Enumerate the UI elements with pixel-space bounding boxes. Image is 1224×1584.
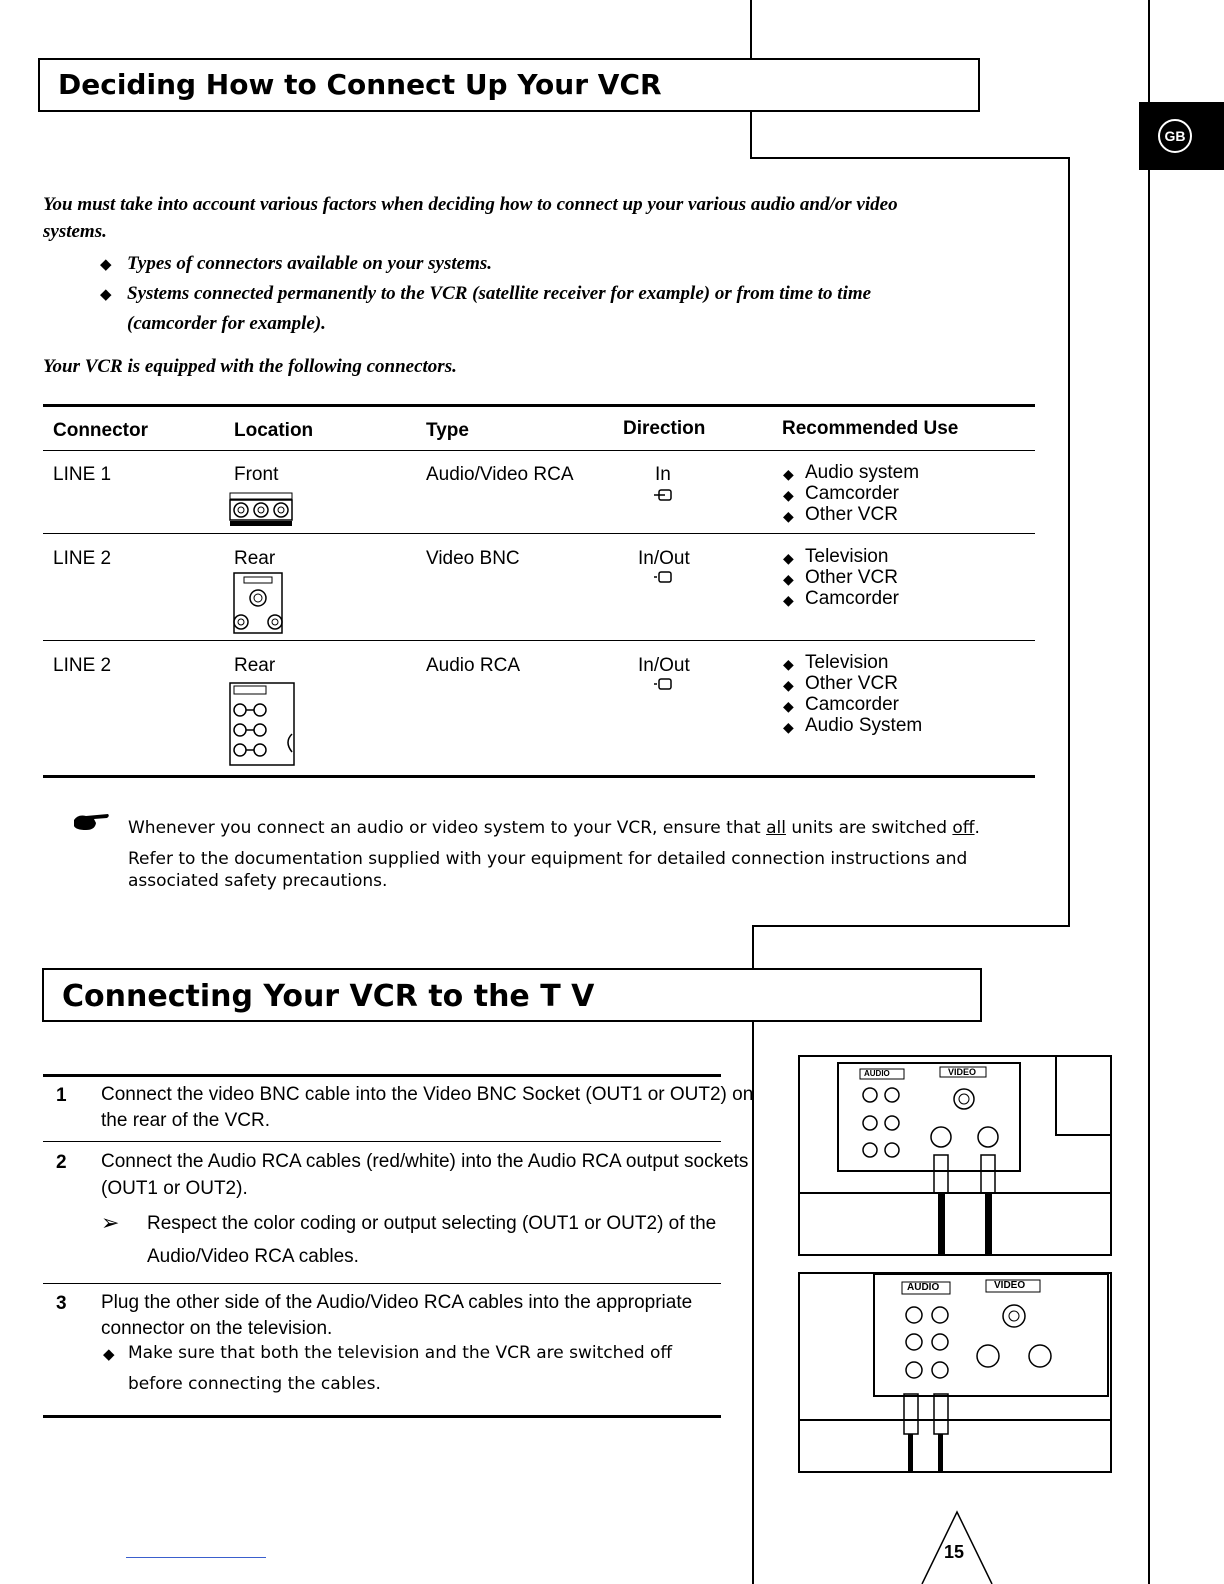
sub-bullet-text: before connecting the cables. — [128, 1374, 381, 1394]
step-text: Connect the video BNC cable into the Video BNC Socket (OUT1 or OUT2) on — [101, 1084, 754, 1105]
in-out-direction-icon — [653, 677, 673, 691]
use-item: Television — [805, 652, 889, 673]
step-text: Connect the Audio RCA cables (red/white) into the Audio RCA output sockets — [101, 1151, 749, 1172]
table-cell-connector: LINE 2 — [53, 548, 112, 569]
use-item: Audio system — [805, 462, 920, 483]
table-cell-location: Rear — [234, 655, 276, 676]
note-line: Refer to the documentation supplied with your equipment for detailed connection instructions and — [128, 849, 968, 869]
pointing-hand-icon — [70, 810, 110, 834]
diagram-video-label: VIDEO — [948, 1067, 977, 1077]
table-header-use: Recommended Use — [782, 418, 959, 439]
note-text: . — [974, 818, 980, 838]
use-item: Other VCR — [805, 567, 898, 588]
section-title-box — [38, 58, 980, 112]
step-text: connector on the television. — [101, 1318, 333, 1339]
table-header-type: Type — [426, 420, 469, 441]
frame-line — [752, 925, 1070, 927]
bullet-diamond-icon: ◆ — [783, 677, 794, 693]
bullet-diamond-icon: ◆ — [783, 698, 794, 714]
bullet-diamond-icon: ◆ — [783, 571, 794, 587]
frame-line — [750, 0, 752, 58]
table-header-rule — [43, 450, 1035, 451]
bullet-text: Types of connectors available on your systems. — [127, 253, 493, 274]
note-text: Whenever you connect an audio or video system to your VCR, ensure that — [128, 818, 767, 838]
table-header-direction: Direction — [623, 418, 706, 439]
page-number: 15 — [944, 1542, 965, 1562]
table-cell-type: Audio RCA — [426, 655, 520, 676]
step-rule — [43, 1141, 721, 1142]
note-line — [128, 818, 980, 838]
section-title-box — [42, 968, 982, 1022]
table-row-rule — [43, 533, 1035, 534]
table-row-rule — [43, 640, 1035, 641]
bullet-diamond-icon: ◆ — [783, 550, 794, 566]
bullet-diamond-icon: ◆ — [103, 1346, 115, 1363]
step-number: 1 — [56, 1085, 67, 1106]
table-cell-direction: In — [655, 464, 671, 485]
table-cell-type: Video BNC — [426, 548, 520, 569]
diagram-audio-label: AUDIO — [907, 1282, 940, 1293]
tip-text: Audio/Video RCA cables. — [147, 1246, 359, 1267]
sub-bullet-text: Make sure that both the television and the VCR are switched off — [128, 1343, 673, 1363]
use-item: Camcorder — [805, 588, 899, 609]
table-header-connector: Connector — [53, 420, 148, 441]
frame-line — [1148, 170, 1150, 1584]
note-emphasis-all: all — [766, 818, 786, 838]
frame-line — [750, 157, 1070, 159]
bullet-diamond-icon: ◆ — [783, 656, 794, 672]
note-line: associated safety precautions. — [128, 871, 388, 891]
connection-diagram-top — [798, 1055, 1112, 1256]
intro-text: systems. — [43, 221, 107, 242]
use-item: Television — [805, 546, 889, 567]
section-title: Connecting Your VCR to the T V — [62, 979, 595, 1014]
bullet-diamond-icon: ◆ — [100, 286, 112, 303]
table-cell-location: Front — [234, 464, 279, 485]
frame-line — [1148, 0, 1150, 102]
use-item: Other VCR — [805, 673, 898, 694]
bullet-text: Systems connected permanently to the VCR (satellite receiver for example) or from time to time — [127, 283, 872, 304]
input-direction-icon — [653, 488, 673, 502]
front-rca-connector-icon — [229, 492, 293, 528]
language-tab — [1139, 102, 1224, 170]
table-cell-type: Audio/Video RCA — [426, 464, 574, 485]
step-number: 2 — [56, 1152, 67, 1173]
intro-text: You must take into account various factors when deciding how to connect up your various audio and/or video — [43, 194, 898, 215]
use-item: Audio System — [805, 715, 923, 736]
section-title: Deciding How to Connect Up Your VCR — [58, 68, 662, 101]
steps-bottom-rule — [43, 1415, 721, 1418]
rear-bnc-connector-icon — [229, 572, 287, 636]
diagram-video-label: VIDEO — [994, 1280, 1026, 1291]
table-cell-connector: LINE 1 — [53, 464, 112, 485]
step-number: 3 — [56, 1293, 67, 1314]
table-bottom-rule — [43, 775, 1035, 778]
step-rule — [43, 1283, 721, 1284]
rear-audio-rca-connector-icon — [228, 682, 298, 768]
table-cell-location: Rear — [234, 548, 276, 569]
note-emphasis-off: off — [952, 818, 975, 838]
note-text: units are switched — [785, 818, 953, 838]
footer-rule — [126, 1557, 266, 1558]
equipped-text: Your VCR is equipped with the following connectors. — [43, 356, 457, 377]
step-text: (OUT1 or OUT2). — [101, 1178, 248, 1199]
table-top-rule — [43, 404, 1035, 407]
frame-line — [752, 925, 754, 969]
frame-line — [750, 110, 752, 158]
step-text: the rear of the VCR. — [101, 1110, 270, 1131]
bullet-diamond-icon: ◆ — [783, 592, 794, 608]
bullet-diamond-icon: ◆ — [100, 256, 112, 273]
tip-text: Respect the color coding or output selecting (OUT1 or OUT2) of the — [147, 1213, 717, 1234]
use-item: Other VCR — [805, 504, 898, 525]
diagram-audio-label: AUDIO — [864, 1069, 890, 1078]
steps-top-rule — [43, 1074, 721, 1077]
language-badge: GB — [1158, 119, 1192, 153]
table-cell-direction: In/Out — [638, 548, 690, 569]
bullet-diamond-icon: ◆ — [783, 719, 794, 735]
use-item: Camcorder — [805, 694, 899, 715]
step-text: Plug the other side of the Audio/Video RCA cables into the appropriate — [101, 1292, 693, 1313]
connection-diagram-bottom — [798, 1272, 1112, 1473]
frame-line — [1068, 157, 1070, 927]
table-cell-connector: LINE 2 — [53, 655, 112, 676]
table-cell-direction: In/Out — [638, 655, 690, 676]
bullet-diamond-icon: ◆ — [783, 487, 794, 503]
bullet-text: (camcorder for example). — [127, 313, 326, 334]
use-item: Camcorder — [805, 483, 899, 504]
bullet-diamond-icon: ◆ — [783, 466, 794, 482]
in-out-direction-icon — [653, 570, 673, 584]
bullet-diamond-icon: ◆ — [783, 508, 794, 524]
table-header-location: Location — [234, 420, 314, 441]
tip-arrow-icon: ➢ — [101, 1210, 120, 1235]
